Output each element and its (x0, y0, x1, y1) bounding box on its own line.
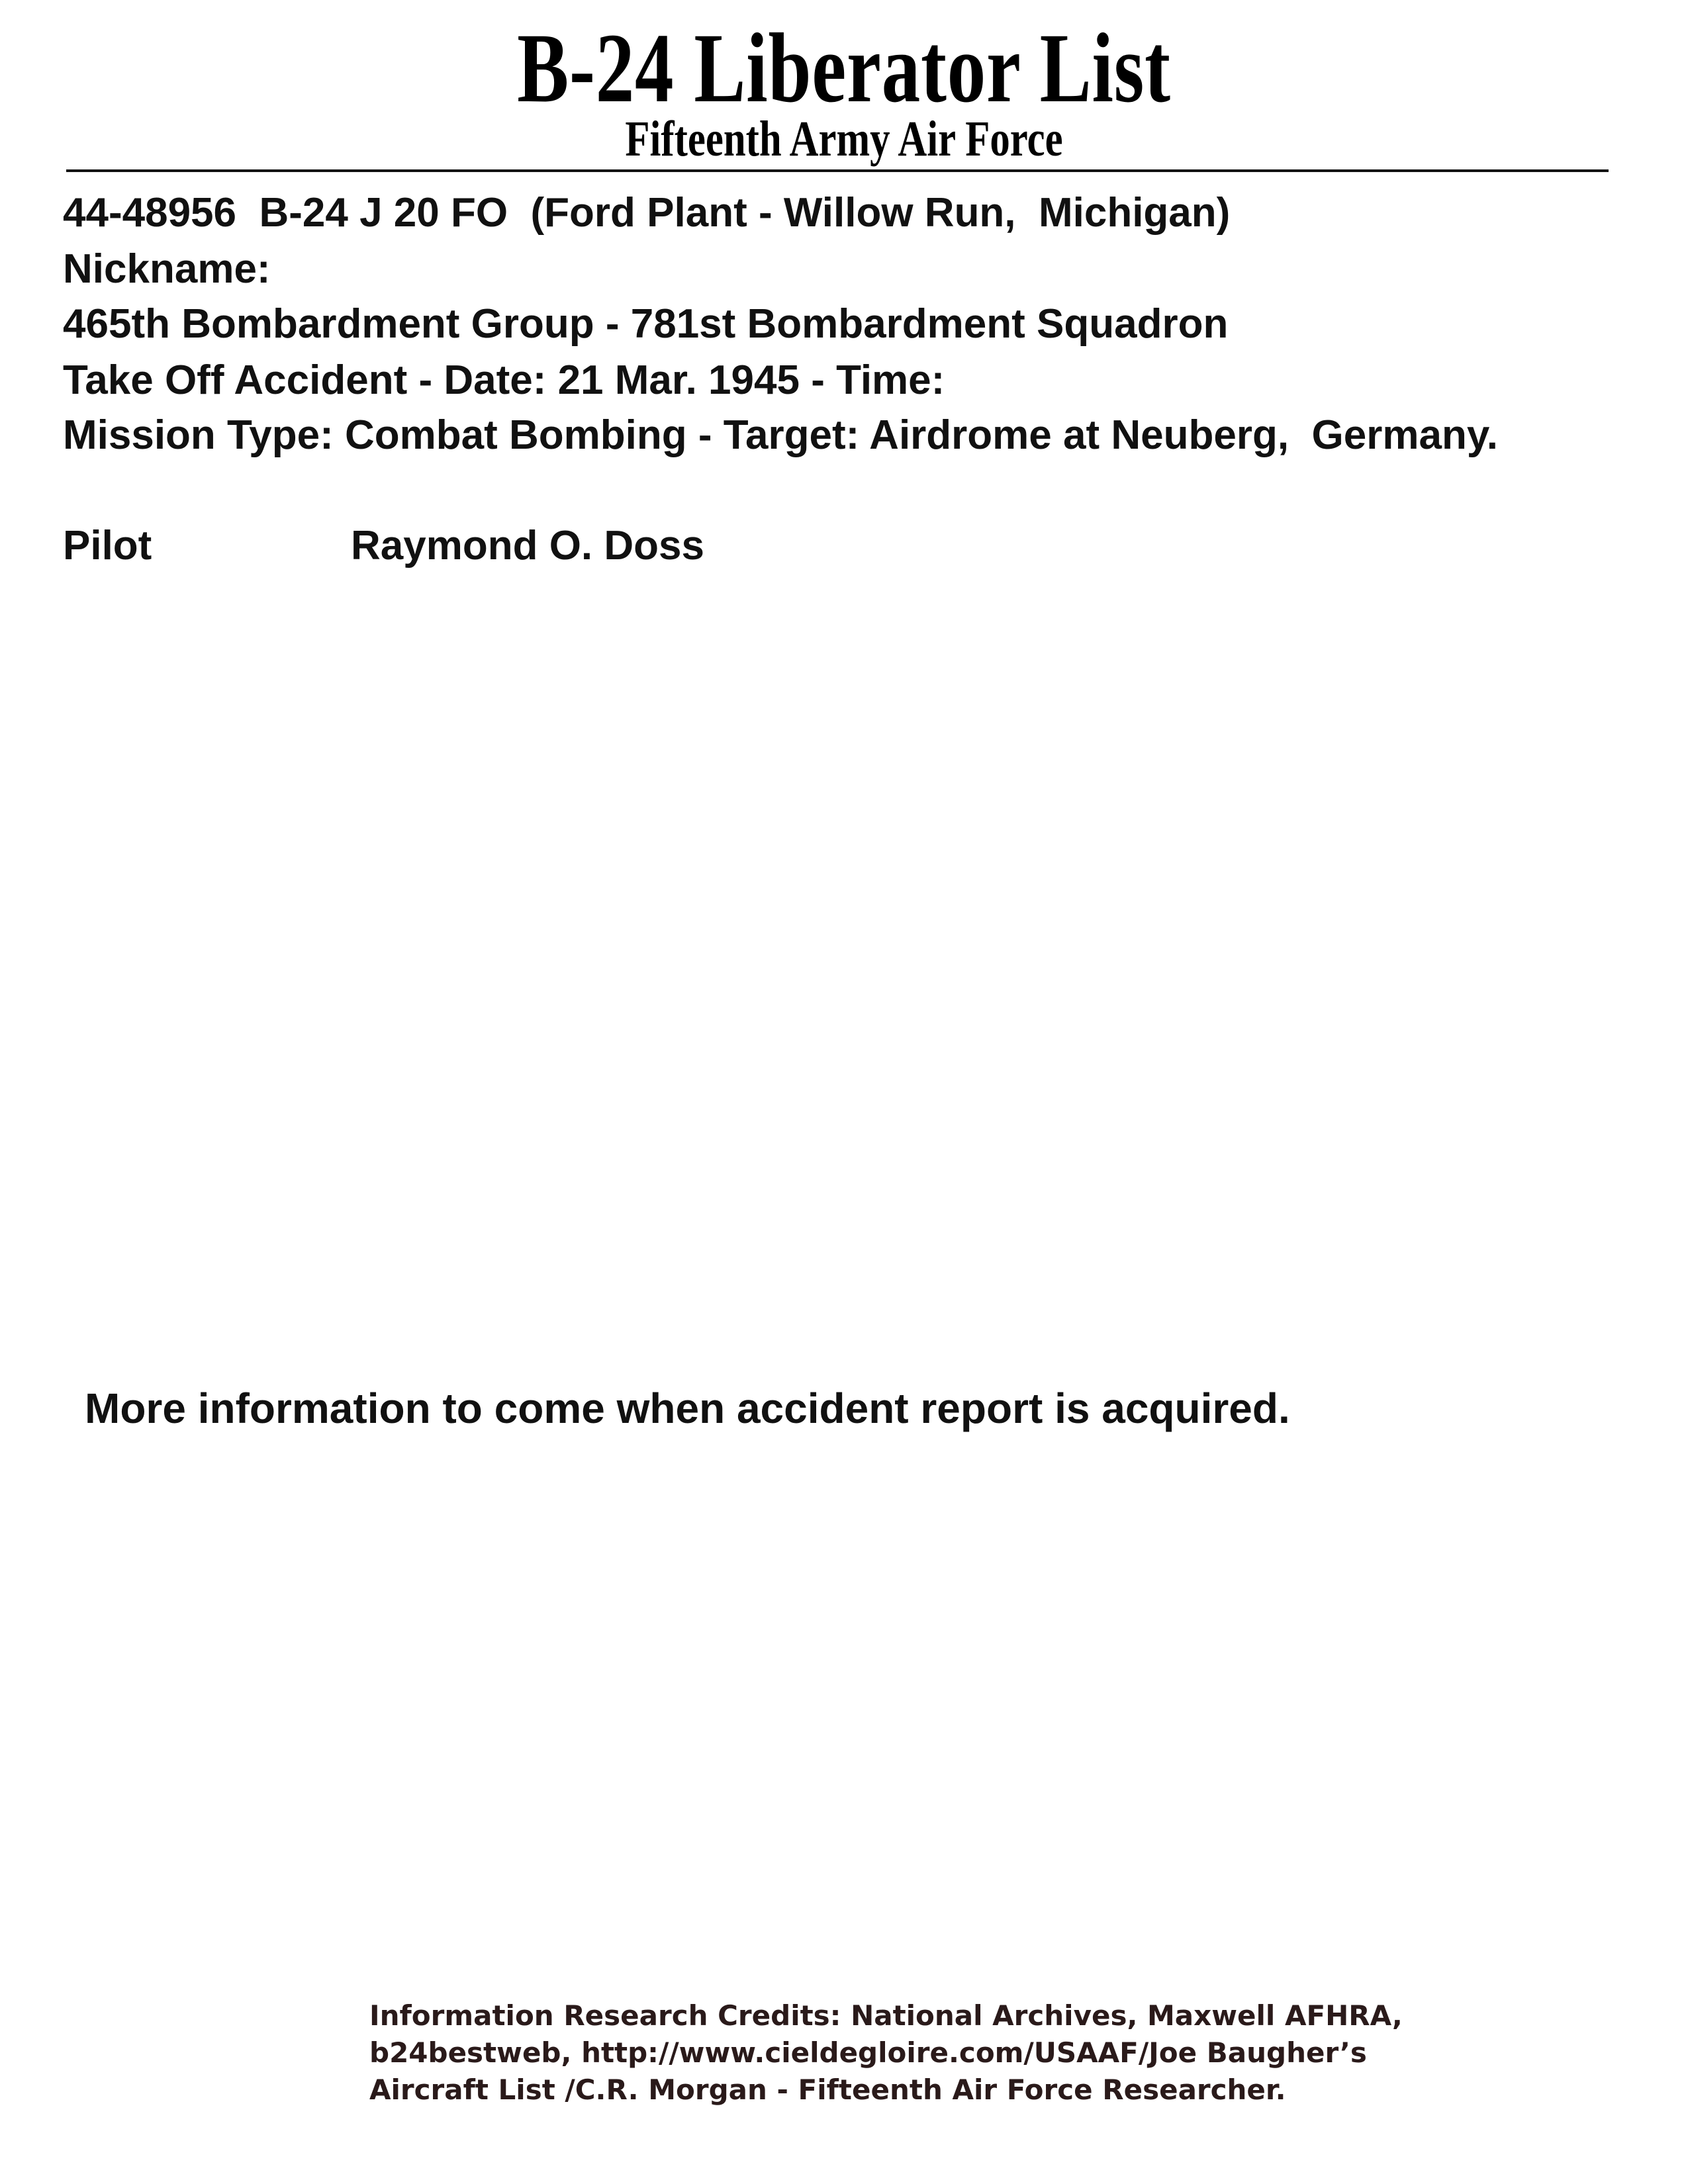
aircraft-nickname-line: Nickname: (63, 246, 271, 292)
credits-line-3: Aircraft List /C.R. Morgan - Fifteenth Air Force Researcher. (369, 2073, 1286, 2106)
pilot-label: Pilot (63, 523, 152, 569)
aircraft-serial-line: 44-48956 B-24 J 20 FO (Ford Plant - Willow Run, Michigan) (63, 190, 1231, 236)
aircraft-unit-line: 465th Bombardment Group - 781st Bombardment Squadron (63, 301, 1229, 347)
credits-line-1: Information Research Credits: National Archives, Maxwell AFHRA, (369, 1999, 1403, 2032)
aircraft-accident-line: Take Off Accident - Date: 21 Mar. 1945 - Time: (63, 357, 945, 403)
pilot-name: Raymond O. Doss (351, 523, 704, 569)
pending-info-note: More information to come when accident report is acquired. (85, 1385, 1290, 1432)
credits-line-2: b24bestweb, http://www.cieldegloire.com/USAAF/Joe Baugher’s (369, 2036, 1367, 2069)
aircraft-mission-line: Mission Type: Combat Bombing - Target: Airdrome at Neuberg, Germany. (63, 412, 1498, 458)
page-title: B-24 Liberator List (517, 13, 1171, 123)
page-subtitle: Fifteenth Army Air Force (625, 111, 1063, 167)
research-credits (369, 1997, 1403, 2109)
header-divider (66, 169, 1609, 172)
